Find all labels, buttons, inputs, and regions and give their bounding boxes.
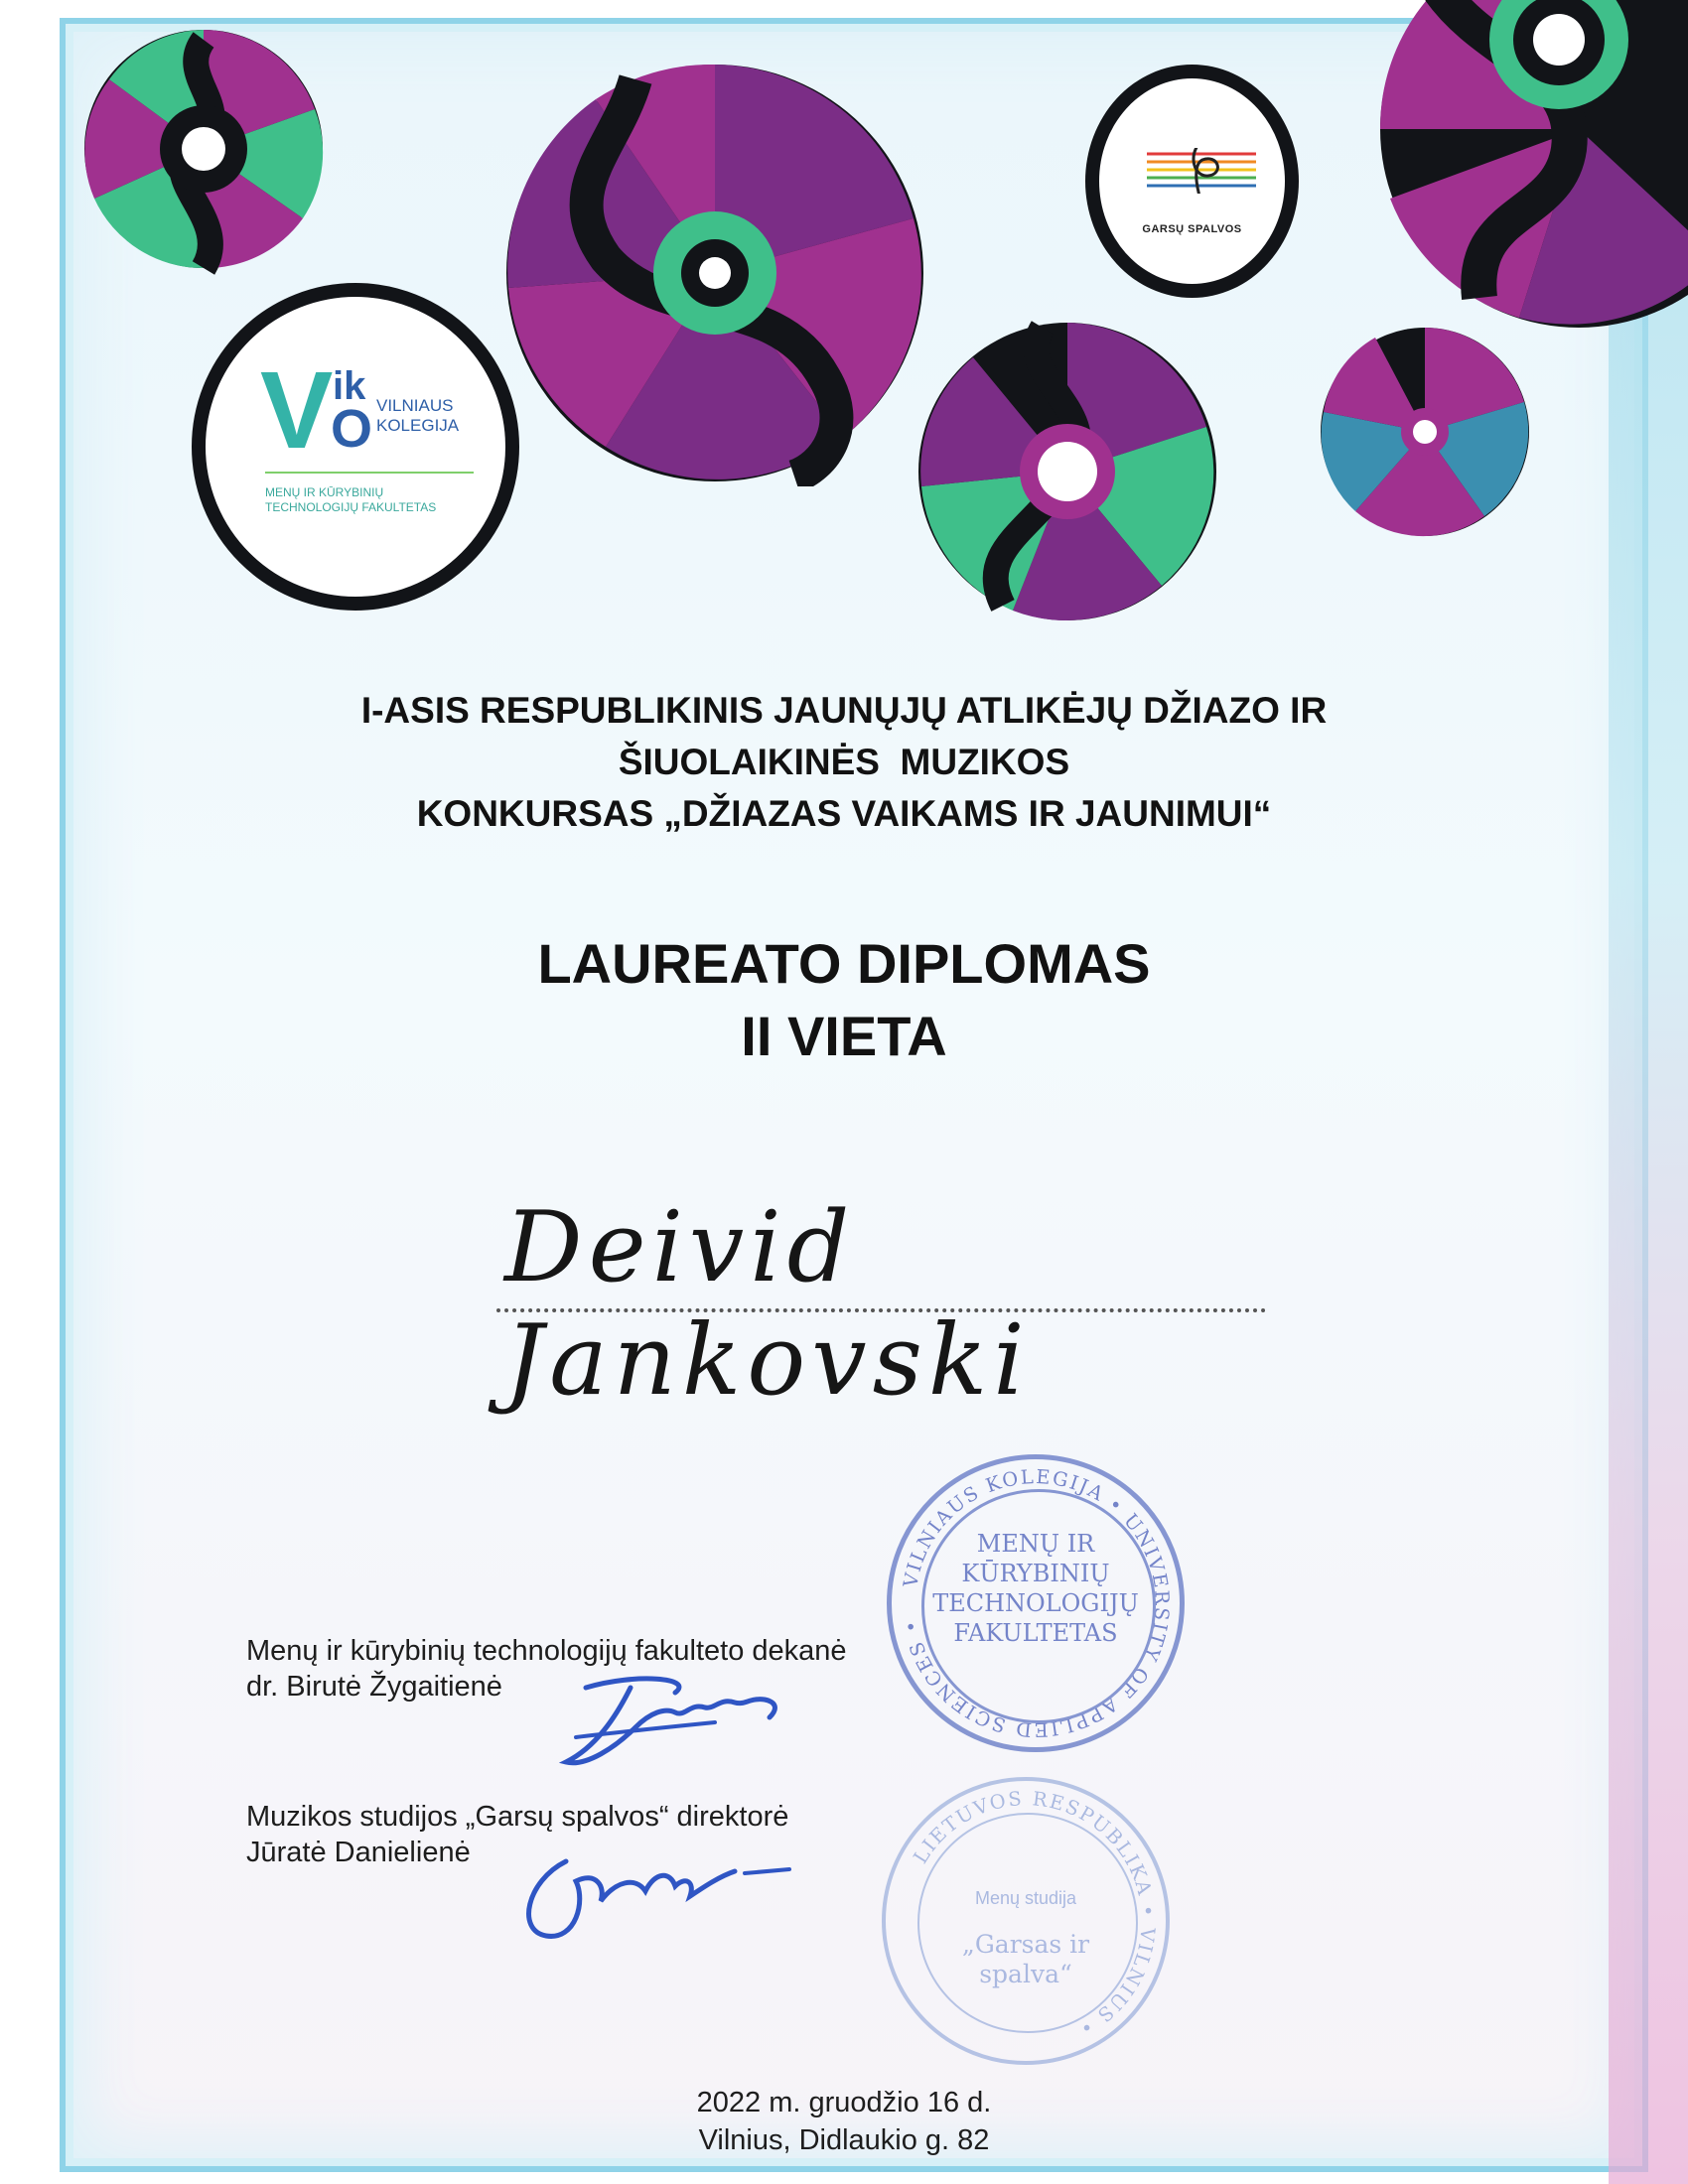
recipient-name-text: Deivid Jankovski [504, 1191, 1031, 1418]
recipient-name [487, 1166, 1261, 1418]
svg-text:LIETUVOS RESPUBLIKA • VILNIUS: LIETUVOS RESPUBLIKA • VILNIUS • [909, 1787, 1160, 2041]
vinyl-disc-top-right [1321, 0, 1688, 328]
vinyl-disc-top-center [496, 60, 933, 486]
dean-signature [556, 1668, 794, 1777]
viko-logo-divider [265, 472, 474, 474]
garsu-spalvos-name: GARSŲ SPALVOS [1142, 223, 1242, 235]
studio-stamp-text [886, 1930, 1166, 1989]
vinyl-disc-small-right [1316, 323, 1534, 541]
viko-logo-faculty: MENŲ IR KŪRYBINIŲ TECHNOLOGIJŲ FAKULTETAS [265, 485, 437, 514]
viko-logo-name: VILNIAUS KOLEGIJA [376, 396, 460, 436]
signer-director-role: Muzikos studijos „Garsų spalvos“ direktorė [246, 1801, 789, 1833]
faculty-stamp [887, 1454, 1185, 1752]
signer-director-name: Jūratė Danielienė [246, 1837, 471, 1869]
title-line-3: KONKURSAS „DŽIAZAS VAIKAMS IR JAUNIMUI“ [416, 792, 1272, 834]
signer-dean-role: Menų ir kūrybinių technologijų fakulteto dekanė [246, 1635, 847, 1667]
footer-date: 2022 m. gruodžio 16 d. [696, 2087, 992, 2118]
diploma-heading [0, 928, 1688, 1073]
music-staff-icon [1147, 148, 1256, 194]
studio-stamp [882, 1777, 1170, 2065]
faculty-stamp-line-2: KŪRYBINIŲ [961, 1560, 1110, 1587]
footer [0, 2085, 1688, 2159]
signer-dean-name: dr. Birutė Žygaitienė [246, 1671, 502, 1704]
studio-stamp-line-2: spalva“ [979, 1960, 1072, 1988]
viko-logo [192, 283, 519, 611]
studio-stamp-inner [917, 1813, 1138, 2033]
frame-right-edge [1609, 0, 1688, 2184]
svg-text:VILNIAUS KOLEGIJA • UNIVERSITY: VILNIAUS KOLEGIJA • UNIVERSITY OF APPLIED SCIENCES • [899, 1464, 1175, 1742]
studio-stamp-small: Menų studija [974, 1888, 1077, 1908]
garsu-spalvos-logo [1085, 65, 1299, 298]
faculty-stamp-line-4: FAKULTETAS [953, 1619, 1118, 1647]
studio-stamp-line-1: „Garsas ir [961, 1930, 1090, 1959]
diploma-place: II VIETA [741, 1004, 947, 1067]
recipient-dotted-line [496, 1308, 1266, 1312]
viko-logo-ik: ik [333, 364, 366, 408]
viko-logo-o: O [331, 399, 373, 459]
faculty-stamp-text [892, 1529, 1180, 1648]
vinyl-disc-top-left [55, 20, 352, 298]
diploma-title: LAUREATO DIPLOMAS [537, 932, 1151, 995]
faculty-stamp-line-1: MENŲ IR [976, 1530, 1095, 1558]
title-line-1: I-ASIS RESPUBLIKINIS JAUNŲJŲ ATLIKĖJŲ DŽIAZO IR [360, 690, 1328, 731]
viko-logo-v: V [260, 349, 334, 472]
footer-address: Vilnius, Didlaukio g. 82 [698, 2123, 990, 2156]
vinyl-disc-middle [914, 318, 1221, 625]
competition-title [0, 685, 1688, 839]
faculty-stamp-line-3: TECHNOLOGIJŲ [932, 1589, 1139, 1617]
title-line-2: ŠIUOLAIKINĖS MUZIKOS [618, 741, 1070, 782]
director-signature [506, 1842, 804, 1951]
